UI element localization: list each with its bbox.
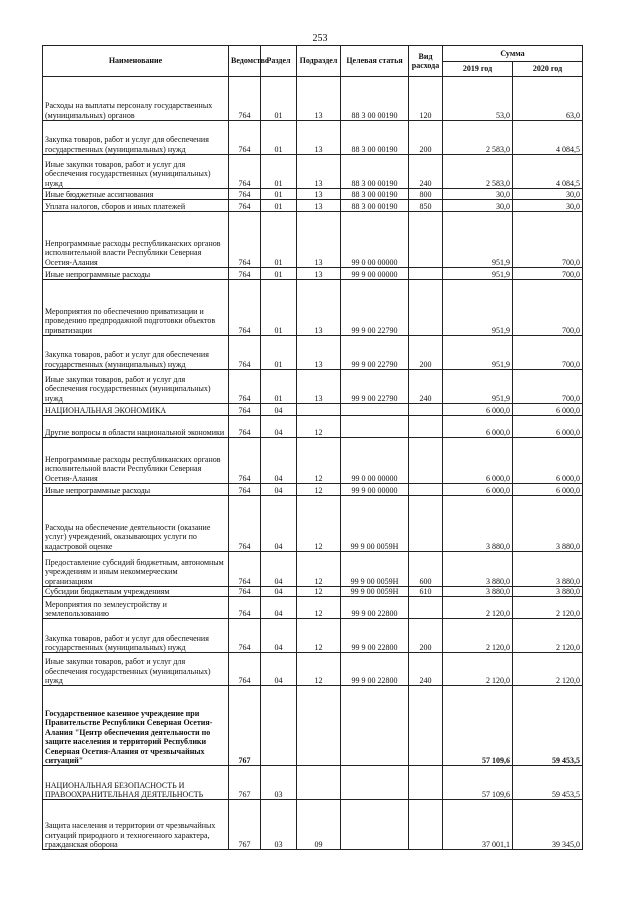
table-row	[43, 587, 583, 597]
row-2019-cell: 3 880,0	[443, 496, 513, 552]
table-row	[43, 336, 583, 370]
row-dept-cell: 764	[229, 155, 261, 189]
table-row	[43, 484, 583, 496]
header-subsection: Подраздел	[297, 46, 341, 77]
row-2019-cell: 2 120,0	[443, 597, 513, 619]
table-row	[43, 438, 583, 484]
row-name-cell: Закупка товаров, работ и услуг для обеспечения государственных (муниципальных) нужд	[43, 121, 229, 155]
row-exp-type-cell	[409, 416, 443, 438]
row-target-cell: 99 9 00 22790	[341, 280, 409, 336]
page-number: 253	[312, 33, 328, 44]
row-2020-cell: 2 120,0	[513, 653, 583, 686]
row-exp-type-cell	[409, 404, 443, 416]
row-section-cell: 04	[261, 653, 297, 686]
row-section-cell: 04	[261, 438, 297, 484]
table-row	[43, 416, 583, 438]
row-2019-cell: 951,9	[443, 268, 513, 280]
row-section-cell: 01	[261, 268, 297, 280]
row-dept-cell: 764	[229, 653, 261, 686]
row-name-cell: Расходы на выплаты персоналу государственных (муниципальных) органов	[43, 77, 229, 121]
row-section-cell: 01	[261, 280, 297, 336]
row-2019-cell: 37 001,1	[443, 800, 513, 850]
row-dept-cell: 764	[229, 587, 261, 597]
table-row	[43, 619, 583, 653]
row-section-cell: 01	[261, 121, 297, 155]
row-target-cell: 99 9 00 00000	[341, 484, 409, 496]
row-subsection-cell: 13	[297, 370, 341, 404]
row-name-cell: Иные закупки товаров, работ и услуг для обеспечения государственных (муниципальных) нужд	[43, 370, 229, 404]
row-2020-cell: 6 000,0	[513, 438, 583, 484]
row-2020-cell: 2 120,0	[513, 619, 583, 653]
row-2020-cell: 6 000,0	[513, 484, 583, 496]
row-section-cell: 01	[261, 370, 297, 404]
row-dept-cell: 764	[229, 336, 261, 370]
row-dept-cell: 767	[229, 800, 261, 850]
row-name-cell: Другие вопросы в области национальной экономики	[43, 416, 229, 438]
row-subsection-cell: 09	[297, 800, 341, 850]
row-2019-cell: 30,0	[443, 189, 513, 200]
row-subsection-cell: 12	[297, 484, 341, 496]
row-dept-cell: 764	[229, 370, 261, 404]
budget-table	[42, 45, 583, 850]
row-2020-cell: 6 000,0	[513, 416, 583, 438]
row-name-cell: Непрограммные расходы республиканских органов исполнительной власти Республики Северная Осетия-Алания	[43, 212, 229, 268]
table-row	[43, 800, 583, 850]
row-subsection-cell	[297, 686, 341, 766]
row-2020-cell: 700,0	[513, 370, 583, 404]
row-target-cell	[341, 416, 409, 438]
row-section-cell: 01	[261, 189, 297, 200]
row-section-cell: 01	[261, 77, 297, 121]
row-subsection-cell: 13	[297, 121, 341, 155]
row-exp-type-cell: 800	[409, 189, 443, 200]
table-row	[43, 121, 583, 155]
row-target-cell: 88 3 00 00190	[341, 77, 409, 121]
row-2019-cell: 3 880,0	[443, 587, 513, 597]
row-section-cell: 01	[261, 200, 297, 212]
row-subsection-cell: 13	[297, 155, 341, 189]
row-name-cell: Иные бюджетные ассигнования	[43, 189, 229, 200]
row-section-cell: 04	[261, 552, 297, 587]
row-2020-cell: 4 084,5	[513, 155, 583, 189]
row-name-cell: НАЦИОНАЛЬНАЯ ЭКОНОМИКА	[43, 404, 229, 416]
table-row	[43, 200, 583, 212]
row-2019-cell: 951,9	[443, 336, 513, 370]
row-2019-cell: 951,9	[443, 280, 513, 336]
row-exp-type-cell	[409, 686, 443, 766]
row-dept-cell: 764	[229, 619, 261, 653]
table-body	[43, 77, 583, 850]
row-subsection-cell: 13	[297, 77, 341, 121]
row-exp-type-cell: 120	[409, 77, 443, 121]
table-row	[43, 686, 583, 766]
row-name-cell: Непрограммные расходы республиканских органов исполнительной власти Республики Северная Осетия-Алания	[43, 438, 229, 484]
row-subsection-cell: 13	[297, 189, 341, 200]
row-dept-cell: 764	[229, 597, 261, 619]
row-section-cell: 01	[261, 336, 297, 370]
row-target-cell: 88 3 00 00190	[341, 200, 409, 212]
row-2020-cell: 3 880,0	[513, 496, 583, 552]
row-name-cell: Иные закупки товаров, работ и услуг для обеспечения государственных (муниципальных) нужд	[43, 155, 229, 189]
row-section-cell: 01	[261, 155, 297, 189]
row-section-cell: 04	[261, 416, 297, 438]
row-target-cell: 99 9 00 22800	[341, 619, 409, 653]
row-2019-cell: 2 583,0	[443, 121, 513, 155]
row-subsection-cell: 13	[297, 268, 341, 280]
row-name-cell: Иные закупки товаров, работ и услуг для обеспечения государственных (муниципальных) нужд	[43, 653, 229, 686]
row-2020-cell: 6 000,0	[513, 404, 583, 416]
row-2019-cell: 2 120,0	[443, 653, 513, 686]
row-name-cell: Расходы на обеспечение деятельности (оказание услуг) учреждений, оказывающих услуги по кадастровой оценке	[43, 496, 229, 552]
row-dept-cell: 764	[229, 212, 261, 268]
header-section: Раздел	[261, 46, 297, 77]
row-2020-cell: 59 453,5	[513, 686, 583, 766]
row-exp-type-cell: 600	[409, 552, 443, 587]
row-exp-type-cell	[409, 280, 443, 336]
row-2019-cell: 57 109,6	[443, 686, 513, 766]
row-target-cell: 99 9 00 22800	[341, 653, 409, 686]
row-dept-cell: 764	[229, 484, 261, 496]
row-subsection-cell: 13	[297, 280, 341, 336]
row-dept-cell: 764	[229, 280, 261, 336]
table-row	[43, 77, 583, 121]
row-exp-type-cell	[409, 766, 443, 800]
row-exp-type-cell	[409, 496, 443, 552]
row-section-cell: 04	[261, 619, 297, 653]
row-exp-type-cell: 200	[409, 121, 443, 155]
row-exp-type-cell: 850	[409, 200, 443, 212]
row-dept-cell: 764	[229, 77, 261, 121]
row-name-cell: Уплата налогов, сборов и иных платежей	[43, 200, 229, 212]
row-2020-cell: 30,0	[513, 200, 583, 212]
row-subsection-cell	[297, 766, 341, 800]
header-year-2020: 2020 год	[513, 62, 583, 77]
table-row	[43, 597, 583, 619]
row-dept-cell: 764	[229, 404, 261, 416]
row-name-cell: Иные непрограммные расходы	[43, 268, 229, 280]
table-row	[43, 370, 583, 404]
table-row	[43, 404, 583, 416]
row-2020-cell: 59 453,5	[513, 766, 583, 800]
row-target-cell: 99 9 00 0059Н	[341, 587, 409, 597]
row-2019-cell: 951,9	[443, 370, 513, 404]
row-subsection-cell: 13	[297, 200, 341, 212]
row-target-cell: 88 3 00 00190	[341, 121, 409, 155]
row-2020-cell: 700,0	[513, 336, 583, 370]
row-name-cell: Закупка товаров, работ и услуг для обеспечения государственных (муниципальных) нужд	[43, 619, 229, 653]
row-exp-type-cell	[409, 268, 443, 280]
row-2020-cell: 39 345,0	[513, 800, 583, 850]
row-section-cell: 04	[261, 484, 297, 496]
row-2019-cell: 3 880,0	[443, 552, 513, 587]
row-target-cell	[341, 766, 409, 800]
row-dept-cell: 764	[229, 189, 261, 200]
row-2020-cell: 30,0	[513, 189, 583, 200]
row-section-cell: 04	[261, 496, 297, 552]
row-subsection-cell: 13	[297, 336, 341, 370]
row-subsection-cell: 12	[297, 496, 341, 552]
row-dept-cell: 767	[229, 766, 261, 800]
row-exp-type-cell: 200	[409, 619, 443, 653]
row-target-cell: 99 9 00 00000	[341, 268, 409, 280]
row-target-cell: 88 3 00 00190	[341, 155, 409, 189]
row-target-cell: 99 9 00 0059Н	[341, 552, 409, 587]
row-dept-cell: 767	[229, 686, 261, 766]
row-section-cell	[261, 686, 297, 766]
row-name-cell: Мероприятия по землеустройству и землепользованию	[43, 597, 229, 619]
row-exp-type-cell: 240	[409, 653, 443, 686]
row-target-cell: 99 9 00 22790	[341, 370, 409, 404]
row-exp-type-cell: 200	[409, 336, 443, 370]
table-row	[43, 212, 583, 268]
row-exp-type-cell	[409, 800, 443, 850]
row-target-cell: 88 3 00 00190	[341, 189, 409, 200]
row-exp-type-cell: 240	[409, 155, 443, 189]
row-2020-cell: 700,0	[513, 268, 583, 280]
table-row	[43, 653, 583, 686]
row-dept-cell: 764	[229, 552, 261, 587]
row-subsection-cell: 12	[297, 619, 341, 653]
table-header	[43, 46, 583, 77]
table-row	[43, 189, 583, 200]
row-2019-cell: 30,0	[443, 200, 513, 212]
row-name-cell: Закупка товаров, работ и услуг для обеспечения государственных (муниципальных) нужд	[43, 336, 229, 370]
row-subsection-cell: 12	[297, 552, 341, 587]
row-dept-cell: 764	[229, 496, 261, 552]
row-2020-cell: 3 880,0	[513, 552, 583, 587]
row-target-cell	[341, 404, 409, 416]
row-exp-type-cell: 240	[409, 370, 443, 404]
row-2019-cell: 57 109,6	[443, 766, 513, 800]
header-target: Целевая статья	[341, 46, 409, 77]
row-target-cell: 99 0 00 00000	[341, 438, 409, 484]
row-name-cell: Субсидии бюджетным учреждениям	[43, 587, 229, 597]
row-2020-cell: 2 120,0	[513, 597, 583, 619]
row-subsection-cell: 12	[297, 653, 341, 686]
row-2019-cell: 951,9	[443, 212, 513, 268]
header-dept: Ведомство	[229, 46, 261, 77]
table-row	[43, 496, 583, 552]
row-subsection-cell: 12	[297, 438, 341, 484]
row-dept-cell: 764	[229, 268, 261, 280]
row-target-cell: 99 9 00 22800	[341, 597, 409, 619]
table-row	[43, 766, 583, 800]
row-2020-cell: 63,0	[513, 77, 583, 121]
header-year-2019: 2019 год	[443, 62, 513, 77]
row-subsection-cell: 12	[297, 416, 341, 438]
row-section-cell: 04	[261, 404, 297, 416]
row-subsection-cell: 13	[297, 212, 341, 268]
row-2019-cell: 53,0	[443, 77, 513, 121]
row-2020-cell: 4 084,5	[513, 121, 583, 155]
table-row	[43, 268, 583, 280]
row-2019-cell: 6 000,0	[443, 484, 513, 496]
header-sum: Сумма	[443, 46, 583, 62]
row-section-cell: 04	[261, 587, 297, 597]
row-2020-cell: 3 880,0	[513, 587, 583, 597]
table-row	[43, 155, 583, 189]
row-target-cell: 99 9 00 22790	[341, 336, 409, 370]
row-2020-cell: 700,0	[513, 212, 583, 268]
row-exp-type-cell	[409, 484, 443, 496]
row-2019-cell: 6 000,0	[443, 438, 513, 484]
row-name-cell: Иные непрограммные расходы	[43, 484, 229, 496]
row-dept-cell: 764	[229, 438, 261, 484]
row-name-cell: НАЦИОНАЛЬНАЯ БЕЗОПАСНОСТЬ И ПРАВООХРАНИТЕЛЬНАЯ ДЕЯТЕЛЬНОСТЬ	[43, 766, 229, 800]
row-section-cell: 03	[261, 766, 297, 800]
row-exp-type-cell	[409, 597, 443, 619]
row-target-cell: 99 0 00 00000	[341, 212, 409, 268]
row-2019-cell: 2 583,0	[443, 155, 513, 189]
header-name: Наименование	[43, 46, 229, 77]
row-name-cell: Мероприятия по обеспечению приватизации и проведению предпродажной подготовки объектов приватизации	[43, 280, 229, 336]
row-dept-cell: 764	[229, 200, 261, 212]
row-dept-cell: 764	[229, 416, 261, 438]
row-section-cell: 04	[261, 597, 297, 619]
row-2019-cell: 2 120,0	[443, 619, 513, 653]
row-section-cell: 01	[261, 212, 297, 268]
row-exp-type-cell	[409, 438, 443, 484]
row-exp-type-cell: 610	[409, 587, 443, 597]
header-exp-type: Вид расхода	[409, 46, 443, 77]
table-row	[43, 552, 583, 587]
row-subsection-cell	[297, 404, 341, 416]
row-name-cell: Защита населения и территории от чрезвычайных ситуаций природного и техногенного характера, гражданская оборона	[43, 800, 229, 850]
row-section-cell: 03	[261, 800, 297, 850]
table-row	[43, 280, 583, 336]
row-2019-cell: 6 000,0	[443, 404, 513, 416]
row-name-cell: Предоставление субсидий бюджетным, автономным учреждениям и иным некоммерческим организациям	[43, 552, 229, 587]
row-dept-cell: 764	[229, 121, 261, 155]
row-2020-cell: 700,0	[513, 280, 583, 336]
row-target-cell: 99 9 00 0059Н	[341, 496, 409, 552]
row-target-cell	[341, 800, 409, 850]
row-target-cell	[341, 686, 409, 766]
row-2019-cell: 6 000,0	[443, 416, 513, 438]
row-subsection-cell: 12	[297, 587, 341, 597]
row-subsection-cell: 12	[297, 597, 341, 619]
row-exp-type-cell	[409, 212, 443, 268]
row-name-cell: Государственное казенное учреждение при Правительстве Республики Северная Осетия-Алания "Центр обеспечения деятельности по защите населения и территорий Республики Северная Осетия-Алания от чрезвычайных ситуаций"	[43, 686, 229, 766]
